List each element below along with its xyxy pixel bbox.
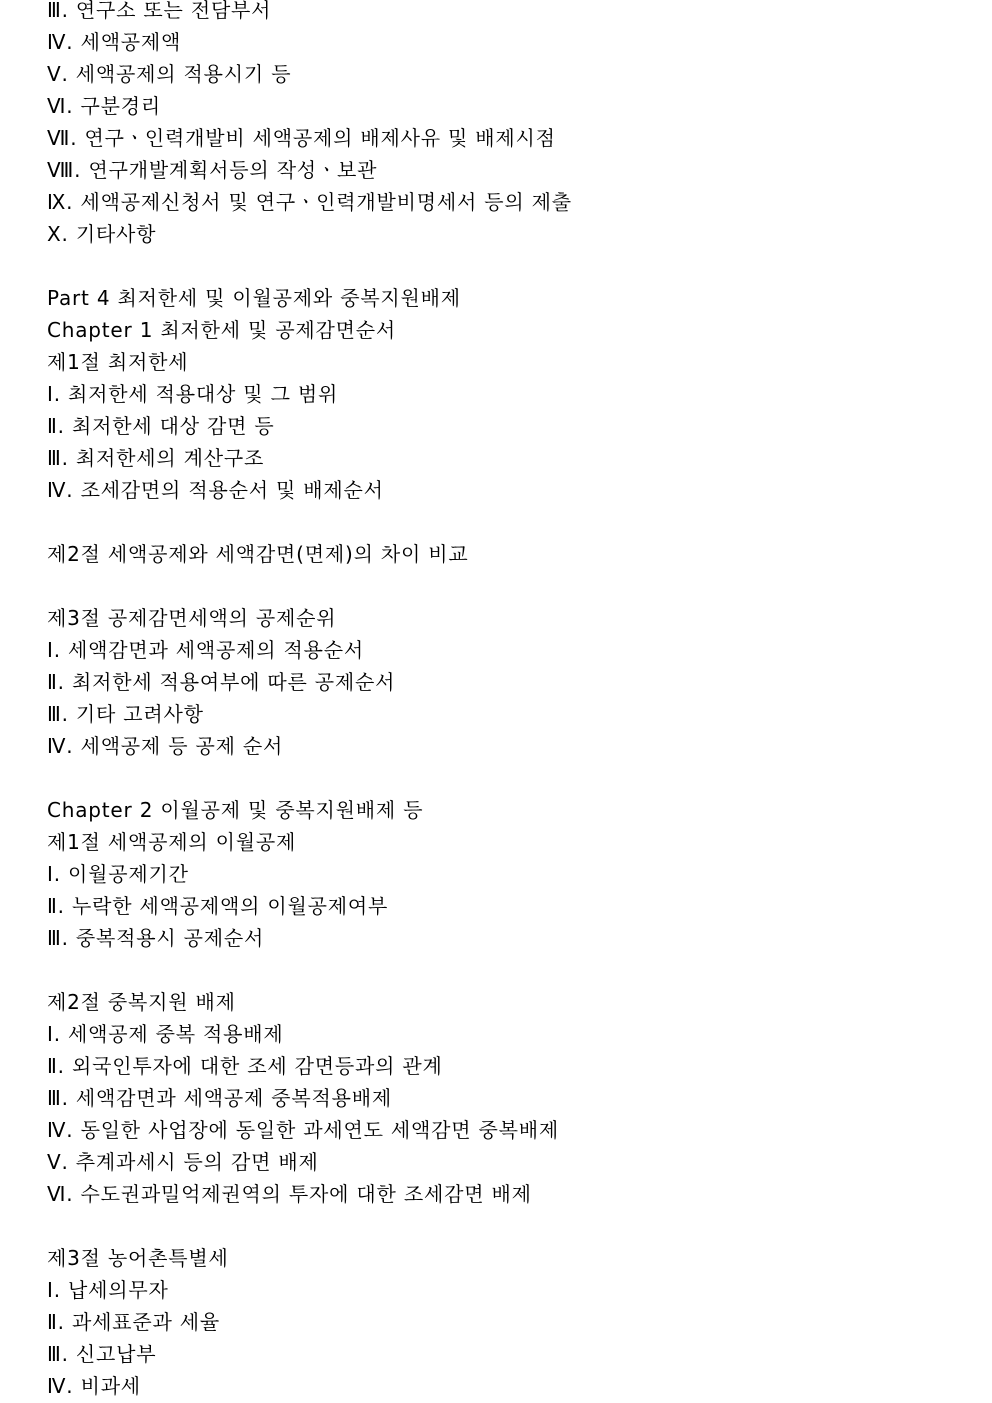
text-line: Ⅳ. 세액공제 등 공제 순서 bbox=[47, 734, 284, 758]
text-line: Ⅳ. 동일한 사업장에 동일한 과세연도 세액감면 중복배제 bbox=[47, 1118, 559, 1142]
blank-line bbox=[47, 954, 572, 986]
text-line: Ⅳ. 비과세 bbox=[47, 1374, 141, 1398]
text-line: Ⅰ. 이월공제기간 bbox=[47, 862, 189, 886]
section-heading: 제1절 최저한세 bbox=[47, 350, 189, 374]
text-line: Ⅲ. 기타 고려사항 bbox=[47, 702, 204, 726]
text-line: Ⅵ. 수도권과밀억제권역의 투자에 대한 조세감면 배제 bbox=[47, 1182, 532, 1206]
text-line: Ⅵ. 구분경리 bbox=[47, 94, 162, 118]
text-line: Ⅴ. 추계과세시 등의 감면 배제 bbox=[47, 1150, 319, 1174]
text-line: Ⅱ. 누락한 세액공제액의 이월공제여부 bbox=[47, 894, 389, 918]
text-line: Ⅷ. 연구개발계획서등의 작성ㆍ보관 bbox=[47, 158, 378, 182]
blank-line bbox=[47, 570, 572, 602]
text-line: Ⅰ. 납세의무자 bbox=[47, 1278, 169, 1302]
text-line: Ⅹ. 기타사항 bbox=[47, 222, 157, 246]
chapter-heading: Chapter 2 이월공제 및 중복지원배제 등 bbox=[47, 798, 424, 822]
blank-line bbox=[47, 506, 572, 538]
blank-line bbox=[47, 762, 572, 794]
text-line: Ⅲ. 신고납부 bbox=[47, 1342, 157, 1366]
text-line: Ⅸ. 세액공제신청서 및 연구ㆍ인력개발비명세서 등의 제출 bbox=[47, 190, 572, 214]
section-heading: 제2절 세액공제와 세액감면(면제)의 차이 비교 bbox=[47, 542, 469, 566]
text-line: Ⅳ. 조세감면의 적용순서 및 배제순서 bbox=[47, 478, 384, 502]
section-heading: 제3절 농어촌특별세 bbox=[47, 1246, 229, 1270]
chapter-heading: Chapter 1 최저한세 및 공제감면순서 bbox=[47, 318, 397, 342]
section-heading: 제1절 세액공제의 이월공제 bbox=[47, 830, 297, 854]
text-line: Ⅰ. 최저한세 적용대상 및 그 범위 bbox=[47, 382, 339, 406]
text-line: Ⅲ. 최저한세의 계산구조 bbox=[47, 446, 265, 470]
text-line: Ⅰ. 세액공제 중복 적용배제 bbox=[47, 1022, 284, 1046]
section-heading: 제2절 중복지원 배제 bbox=[47, 990, 236, 1014]
text-line: Ⅶ. 연구ㆍ인력개발비 세액공제의 배제사유 및 배제시점 bbox=[47, 126, 556, 150]
text-line: Ⅲ. 중복적용시 공제순서 bbox=[47, 926, 265, 950]
text-line: Ⅱ. 외국인투자에 대한 조세 감면등과의 관계 bbox=[47, 1054, 443, 1078]
blank-line bbox=[47, 250, 572, 282]
text-line: Ⅰ. 세액감면과 세액공제의 적용순서 bbox=[47, 638, 365, 662]
part-heading: Part 4 최저한세 및 이월공제와 중복지원배제 bbox=[47, 286, 461, 310]
text-line: Ⅱ. 최저한세 대상 감면 등 bbox=[47, 414, 275, 438]
text-line: Ⅱ. 최저한세 적용여부에 따른 공제순서 bbox=[47, 670, 396, 694]
text-line: Ⅳ. 세액공제액 bbox=[47, 30, 182, 54]
document-body bbox=[47, 0, 572, 1402]
text-line: Ⅴ. 세액공제의 적용시기 등 bbox=[47, 62, 292, 86]
section-heading: 제3절 공제감면세액의 공제순위 bbox=[47, 606, 337, 630]
text-line: Ⅱ. 과세표준과 세율 bbox=[47, 1310, 220, 1334]
text-line: Ⅲ. 세액감면과 세액공제 중복적용배제 bbox=[47, 1086, 393, 1110]
blank-line bbox=[47, 1210, 572, 1242]
text-line: Ⅲ. 연구소 또는 전담부서 bbox=[47, 0, 272, 22]
